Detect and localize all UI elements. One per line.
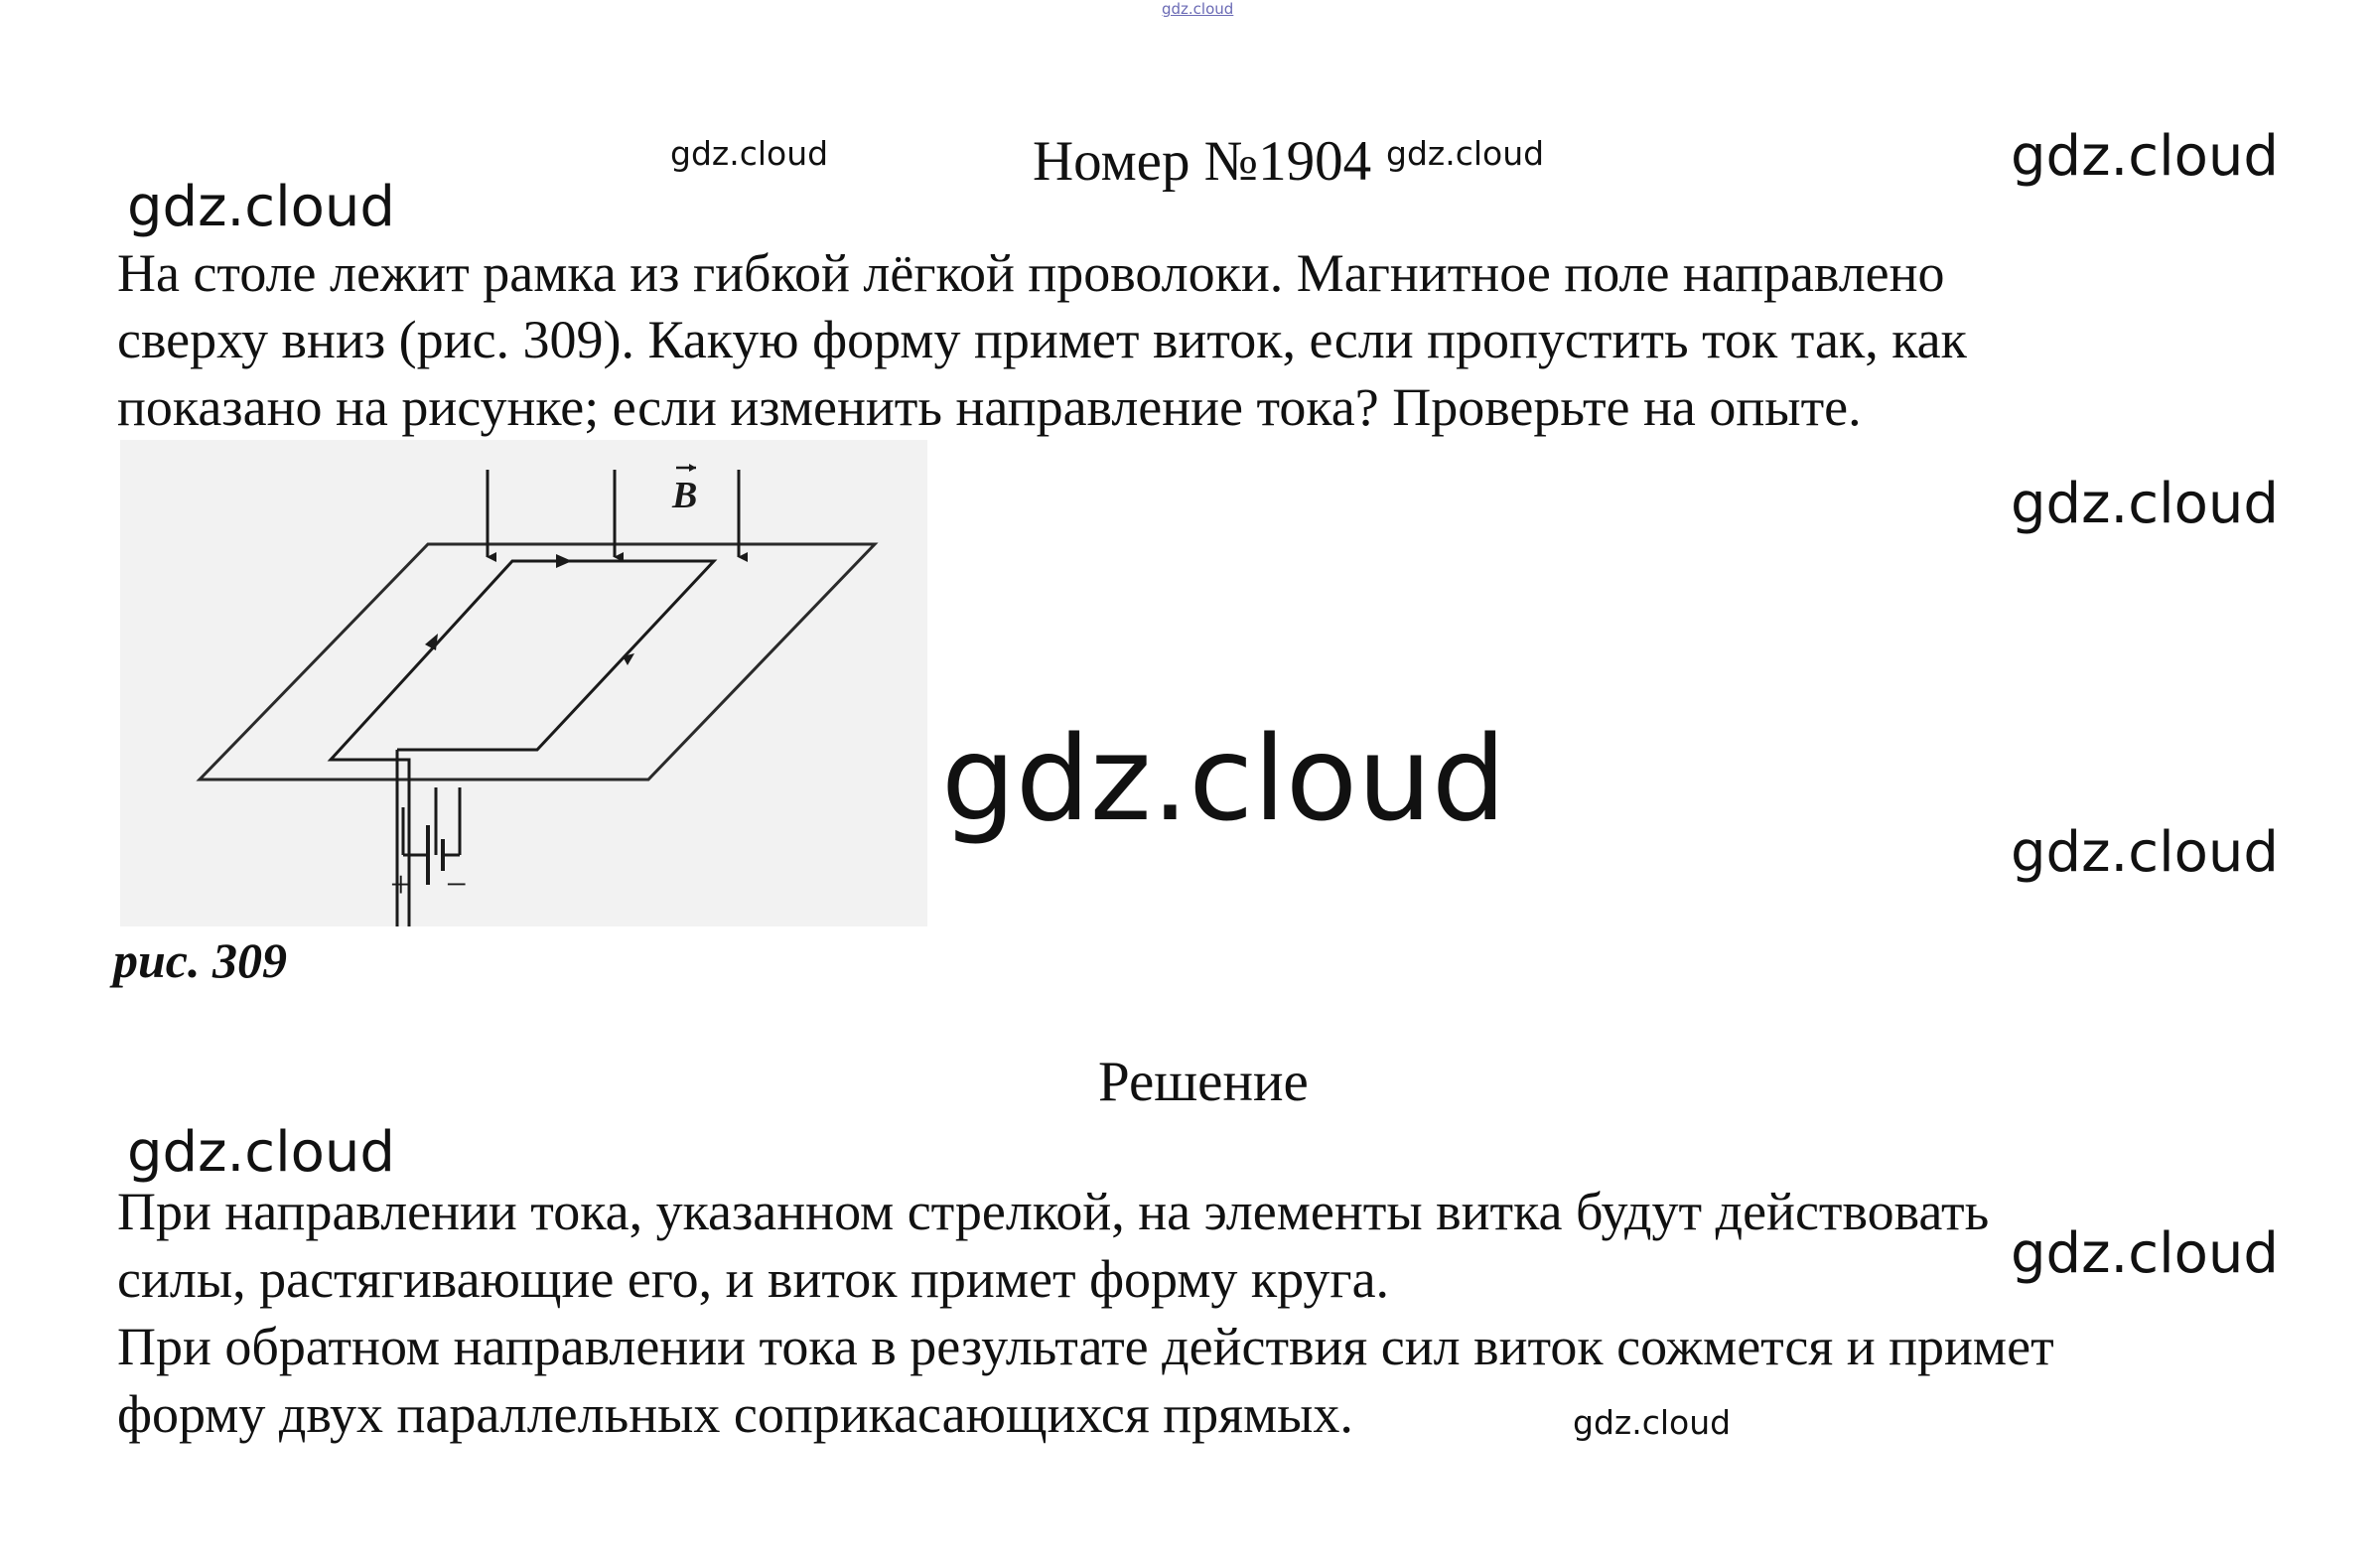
current-arrow-top — [556, 554, 572, 568]
current-arrow-left — [425, 634, 438, 650]
plus-label: + — [390, 864, 412, 906]
watermark: gdz.cloud — [2011, 820, 2279, 885]
problem-line-2: сверху вниз (рис. 309). Какую форму примет виток, если пропустить ток так, как — [117, 310, 1967, 369]
problem-line-1: На столе лежит рамка из гибкой лёгкой проволоки. Магнитное поле направлено — [117, 243, 1945, 303]
vector-b-label: B — [672, 475, 698, 516]
table-plane — [200, 544, 875, 780]
figure-309 — [120, 440, 927, 926]
watermark: gdz.cloud — [2011, 124, 2279, 189]
watermark: gdz.cloud — [1386, 134, 1545, 173]
figure-caption: рис. 309 — [113, 932, 287, 988]
solution-line-1: При направлении тока, указанном стрелкой, на элементы витка будут действовать — [117, 1182, 1990, 1241]
minus-label: − — [446, 864, 468, 906]
page-title: Номер №1904 — [1033, 130, 1372, 193]
solution-line-2: силы, растягивающие его, и виток примет форму круга. — [117, 1249, 1390, 1309]
watermark: gdz.cloud — [1573, 1403, 1732, 1442]
watermark: gdz.cloud — [670, 134, 829, 173]
solution-line-3: При обратном направлении тока в результате действия сил виток сожмется и примет — [117, 1317, 2054, 1376]
watermark: gdz.cloud — [2011, 1221, 2279, 1286]
watermark: gdz.cloud — [2011, 472, 2279, 536]
problem-line-3: показано на рисунке; если изменить направление тока? Проверьте на опыте. — [117, 377, 1862, 437]
solution-heading: Решение — [1098, 1051, 1309, 1113]
wire-loop — [331, 561, 714, 926]
watermark-large: gdz.cloud — [941, 710, 1506, 847]
watermark-top: gdz.cloud — [1162, 0, 1234, 18]
watermark: gdz.cloud — [127, 1120, 395, 1185]
solution-line-4: форму двух параллельных соприкасающихся прямых. — [117, 1384, 1353, 1444]
watermark: gdz.cloud — [127, 175, 395, 239]
